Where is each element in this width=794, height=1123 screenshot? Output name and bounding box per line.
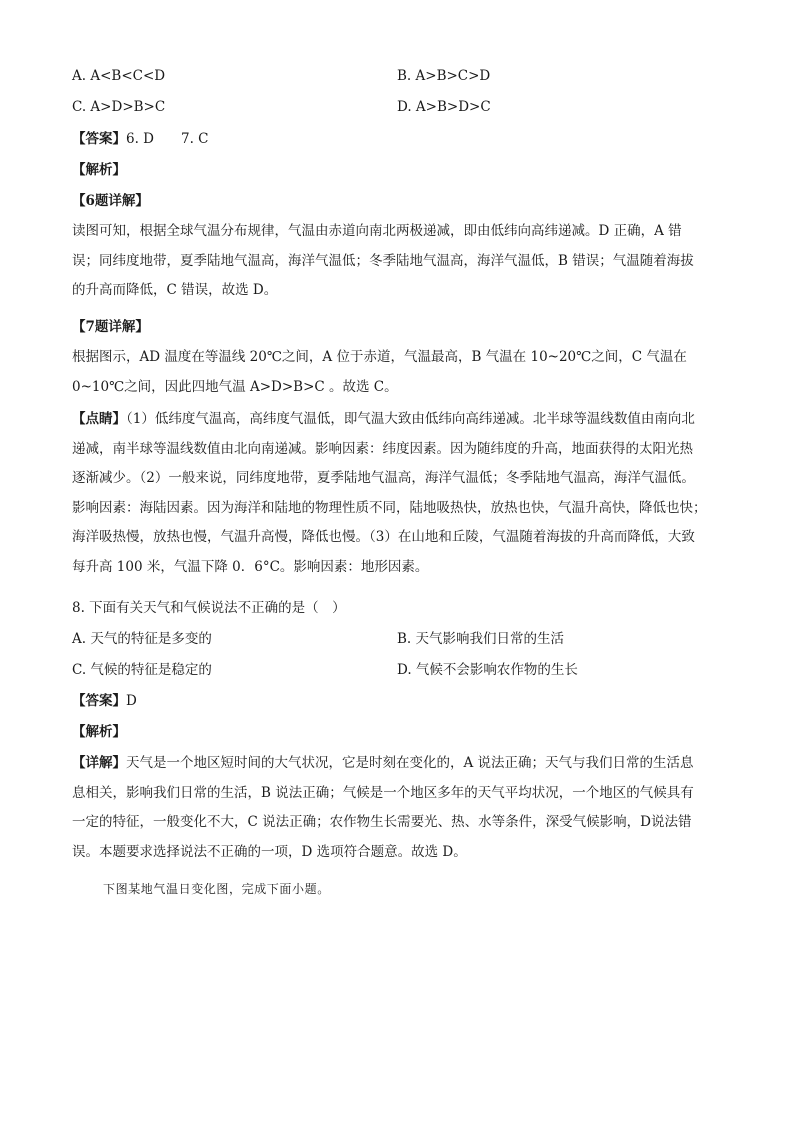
q6-line: 误；同纬度地带，夏季陆地气温高，海洋气温低；冬季陆地气温高，海洋气温低，B 错误；气温随着海拔 [72,252,694,269]
option-b: B. A>B>C>D [397,68,491,84]
q8-stem: 8. 下面有关天气和气候说法不正确的是（ ） [72,600,346,616]
q8-analysis-label: 【解析】 [72,724,126,740]
answer-label: 【答案】 [72,131,126,147]
q8-option-b: B. 天气影响我们日常的生活 [397,631,565,647]
q8-answer-line [72,692,137,710]
q6-line: 读图可知，根据全球气温分布规律，气温由赤道向南北两极递减，即由低纬向高纬递减。D 正确，A 错 [72,223,682,239]
q8-option-d: D. 气候不会影响农作物的生长 [397,662,578,678]
q8-detail-line: 误。本题要求选择说法不正确的一项，D 选项符合题意。故选 D。 [72,843,467,860]
answer-text: 6. D 7. C [126,131,209,147]
next-question-intro: 下图某地气温日变化图，完成下面小题。 [103,882,330,896]
tips-line: 影响因素：海陆因素。因为海洋和陆地的物理性质不同，陆地吸热快，放热也快，气温升高快，降低也快； [72,499,707,516]
tips-body [72,405,732,582]
tips-line: 海洋吸热慢，放热也慢，气温升高慢，降低也慢。（3）在山地和丘陵，气温随着海拔的升高而降低，大致 [72,529,695,545]
q7-detail-heading: 【7题详解】 [72,319,149,335]
q8-detail-label: 【详解】 [72,755,126,771]
q8-detail-line: 一定的特征，一般变化不大，C 说法正确；农作物生长需要光、热、水等条件，深受气候影响，D说法错 [72,814,692,830]
q7-line: 根据图示，AD 温度在等温线 20℃之间，A 位于赤道，气温最高，B 气温在 10~20℃之间，C 气温在 [72,349,687,365]
tips-line: 每升高 100 米，气温下降 0．6°C。影响因素：地形因素。 [72,558,429,575]
analysis-label: 【解析】 [72,162,126,178]
q8-answer-text: D [126,693,137,709]
option-c: C. A>D>B>C [72,99,166,115]
option-d: D. A>B>D>C [397,99,491,115]
option-a: A. A<B<C<D [72,68,166,84]
tips-line: 递减，南半球等温线数值由北向南递减。影响因素：纬度因素。因为随纬度的升高，地面获得的太阳光热 [72,440,693,457]
answer-line [72,130,209,148]
q7-detail-body [72,343,732,402]
q8-detail-line: 【详解】天气是一个地区短时间的大气状况，它是时刻在变化的，A 说法正确；天气与我们日常的生活息 [72,755,694,771]
tips-label: 【点睛】 [72,411,126,427]
q6-detail-heading: 【6题详解】 [72,193,149,209]
q8-option-c: C. 气候的特征是稳定的 [72,662,212,678]
tips-line: 逐渐减少。（2）一般来说，同纬度地带，夏季陆地气温高，海洋气温低；冬季陆地气温高，海洋气温低。 [72,470,695,486]
q8-option-a: A. 天气的特征是多变的 [72,631,212,647]
q6-detail-body [72,217,732,306]
q8-detail-line: 息相关，影响我们日常的生活，B 说法正确；气候是一个地区多年的天气平均状况，一个地区的气候具有 [72,784,694,801]
q8-answer-label: 【答案】 [72,693,126,709]
q6-line: 的升高而降低，C 错误，故选 D。 [72,282,278,298]
q8-detail-body [72,749,732,867]
q7-line: 0~10℃之间，因此四地气温 A>D>B>C 。故选 C。 [72,378,398,395]
tips-line: 【点睛】（1）低纬度气温高，高纬度气温低，即气温大致由低纬向高纬递减。北半球等温线数值由南向北 [72,411,695,427]
